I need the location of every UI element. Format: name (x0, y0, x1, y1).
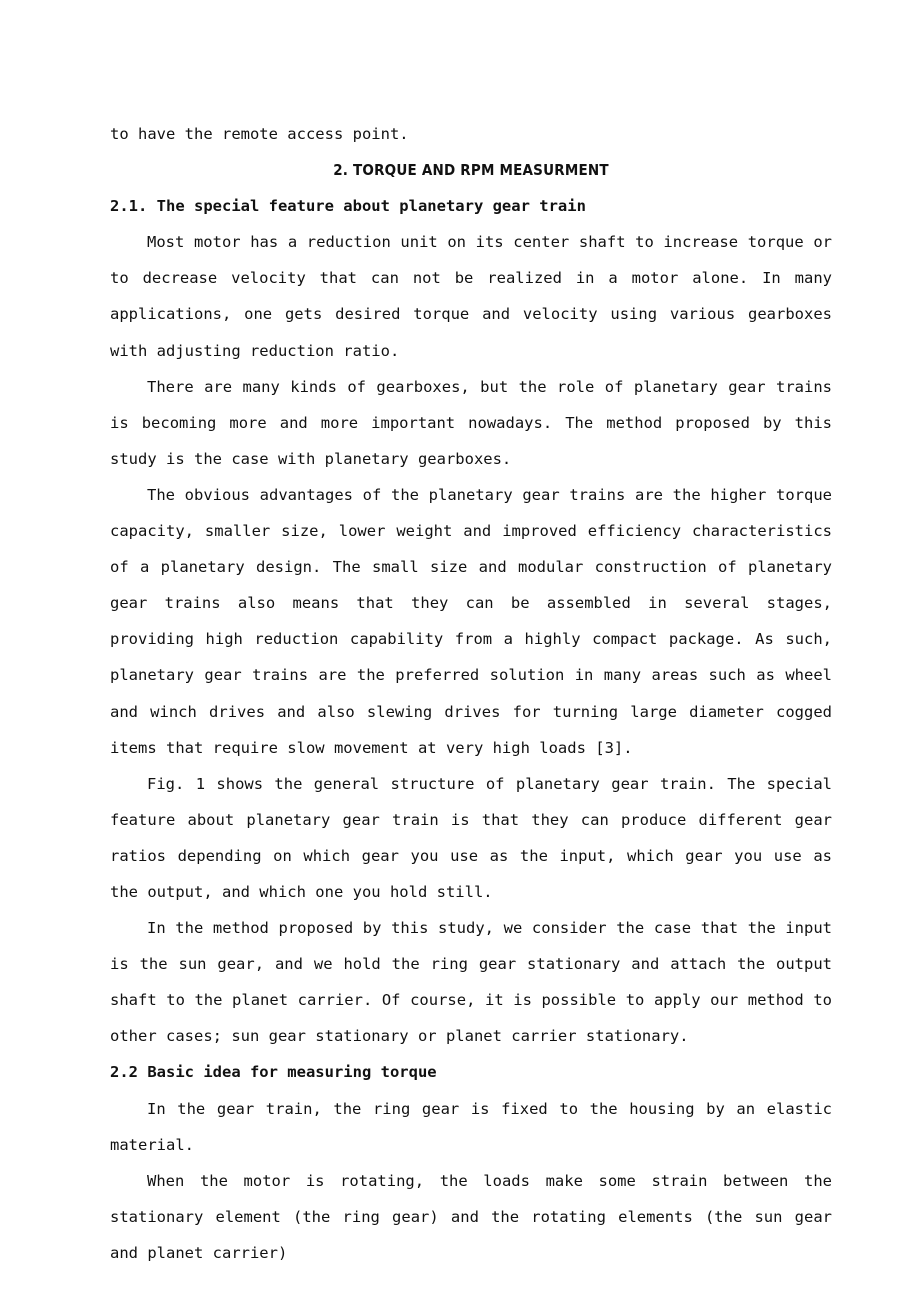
section-title: 2. TORQUE AND RPM MEASURMENT (333, 161, 609, 180)
paragraph: When the motor is rotating, the loads make some strain between the stationary element (the ring gear) and the rotating elements (the sun gear and planet carrier) (110, 1171, 832, 1262)
paragraph: In the gear train, the ring gear is fixed to the housing by an elastic material. (110, 1099, 832, 1154)
paragraph: Fig. 1 shows the general structure of planetary gear train. The special feature about planetary gear train is that they can produce different gear ratios depending on which gear you use as the input, which gear you use as the output, and which one you hold still. (110, 774, 832, 901)
paragraph: Most motor has a reduction unit on its center shaft to increase torque or to decrease velocity that can not be realized in a motor alone. In many applications, one gets desired torque and velocity using various gearboxes with adjusting reduction ratio. (110, 233, 832, 360)
subsection-heading-2-1: 2.1. The special feature about planetary gear train (110, 197, 586, 216)
subsection-heading-2-2: 2.2 Basic idea for measuring torque (110, 1063, 437, 1082)
paragraph: There are many kinds of gearboxes, but the role of planetary gear trains is becoming more and more important nowadays. The method proposed by this study is the case with planetary gearboxes. (110, 377, 832, 468)
paragraph: In the method proposed by this study, we consider the case that the input is the sun gear, and we hold the ring gear stationary and attach the output shaft to the planet carrier. Of course, it is possible to apply our method to other cases; sun gear stationary or planet carrier stationary. (110, 919, 832, 1046)
paragraph: The obvious advantages of the planetary gear trains are the higher torque capacity, smaller size, lower weight and improved efficiency characteristics of a planetary design. The small size and modular construction of planetary gear trains also means that they can be assembled in several stages, providing high reduction capability from a highly compact package. As such, planetary gear trains are the preferred solution in many areas such as wheel and winch drives and also slewing drives for turning large diameter cogged items that require slow movement at very high loads [3]. (110, 485, 832, 757)
continuation-line: to have the remote access point. (110, 125, 409, 143)
